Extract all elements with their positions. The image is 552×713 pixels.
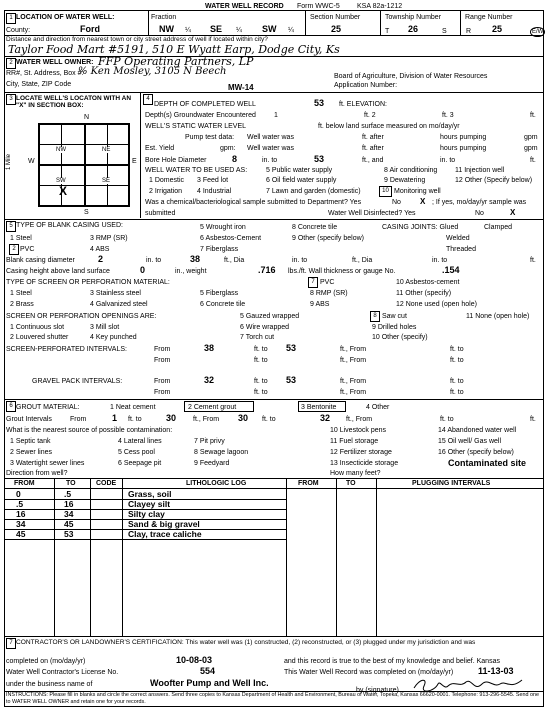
log-to: 34	[64, 509, 74, 519]
completed-label: completed on (mo/day/yr)	[6, 658, 86, 665]
business-label: under the business name of	[6, 681, 93, 688]
true-text: and this record is true to the best of my knowledge and belief. Kansas	[284, 658, 500, 665]
section-4-number: 4	[143, 94, 153, 105]
quarter-mark: ¼	[185, 27, 191, 34]
log-description: Grass, soil	[128, 489, 172, 499]
section-3-number: 3	[6, 94, 16, 105]
south-label: S	[84, 209, 89, 216]
log-from: .5	[16, 499, 24, 509]
gpi-to-label: ft. to	[254, 378, 268, 385]
log-description: Sand & big gravel	[128, 519, 200, 529]
disinfected-label: Water Well Disinfected? Yes	[328, 210, 416, 217]
nw-label: NW	[56, 147, 66, 153]
ft-after-1: ft. after	[362, 134, 384, 141]
form-title: WATER WELL RECORD	[205, 3, 284, 10]
bore-ft: ft.	[530, 157, 536, 164]
rr-value: % Ken Mosley, 3105 N Beech	[78, 66, 227, 77]
spi-ft-to-2: ft. to	[450, 357, 464, 364]
bore-value: 8	[232, 154, 238, 164]
open-mill[interactable]: 3 Mill slot	[90, 324, 120, 331]
spi-from-label-2: From	[154, 357, 171, 364]
submitted-label: submitted	[145, 210, 176, 217]
ksa-number: KSA 82a-1212	[357, 3, 403, 10]
gpi-ft-from: ft., From	[340, 378, 367, 385]
contam-septic[interactable]: 1 Septic tank	[10, 438, 51, 445]
contaminated-site: Contaminated site	[448, 458, 527, 468]
contam-insecticide[interactable]: 13 Insecticide storage	[330, 460, 399, 467]
yield-label: Est. Yield	[145, 145, 175, 152]
static-tail: ft. below land surface measured on mo/day/yr	[318, 123, 460, 130]
use-selected-box[interactable]: 10	[379, 186, 392, 197]
screen-rmp[interactable]: 8 RMP (SR)	[310, 290, 348, 297]
log-description: Clayey silt	[128, 499, 171, 509]
gpm-1: gpm	[524, 134, 538, 141]
rr-label: RR#, St. Address, Box #:	[6, 70, 84, 77]
threaded-label[interactable]: Threaded	[446, 246, 476, 253]
record-date: 11-13-03	[478, 666, 514, 676]
city-label: City, State, ZIP Code	[6, 81, 72, 88]
section-value: 25	[331, 24, 342, 34]
spi-to-label: ft. to	[254, 346, 268, 353]
casing-steel[interactable]: 1 Steel	[10, 235, 32, 242]
ne-label: NE	[102, 147, 111, 153]
screen-abs[interactable]: 9 ABS	[310, 301, 330, 308]
welded-label[interactable]: Welded	[446, 235, 470, 242]
r-label: R	[466, 28, 472, 35]
spi-label: SCREEN-PERFORATED INTERVALS:	[6, 346, 127, 353]
grout-f2: 30	[238, 413, 249, 423]
contam-watertight[interactable]: 3 Watertight sewer lines	[10, 460, 85, 467]
casing-abs[interactable]: 4 ABS	[90, 246, 110, 253]
spi-ft-to: ft. to	[450, 346, 464, 353]
pump-label: Pump test data:	[185, 134, 235, 141]
screen-gs[interactable]: 4 Galvanized steel	[90, 301, 148, 308]
use-lawn[interactable]: 7 Lawn and garden (domestic)	[266, 188, 361, 195]
license-label: Water Well Contractor's License No.	[6, 669, 119, 676]
gpi-ft-to: ft. to	[450, 378, 464, 385]
bore-ft-and: ft., and	[362, 157, 384, 164]
gpi-ft-from-2: ft., From	[340, 389, 367, 396]
log-from: 0	[16, 489, 21, 499]
depth-label: DEPTH OF COMPLETED WELL	[154, 101, 256, 108]
screen-brass[interactable]: 2 Brass	[10, 301, 34, 308]
dia-ft-2: ft., Dia	[352, 257, 373, 264]
log-to: 53	[64, 529, 74, 539]
owner-value: FFP Operating Partners, LP	[98, 55, 254, 68]
township-number-label: Township Number	[385, 14, 442, 21]
gpi-from-label: From	[154, 378, 171, 385]
instructions: INSTRUCTIONS: Please fill in blanks and circle the correct answers. Send three copies to Kansas Department of Health and Environment, Bureau of Water, Topeka, Kansas 66620-0001. Telephone: 913-296-5545. Send one to WATER WELL OWNER and retain one for your records.	[6, 692, 539, 705]
chem-tail: ; If yes, mo/day/yr sample was	[432, 199, 527, 206]
dia-ft-3: ft.	[530, 257, 536, 264]
quarter-3: SW	[262, 24, 277, 34]
open-wire[interactable]: 6 Wire wrapped	[240, 324, 290, 331]
gpm-3: gpm	[524, 145, 538, 152]
section-6-number: 6	[6, 401, 16, 412]
casing-pvc[interactable]: PVC	[20, 246, 35, 253]
screen-steel[interactable]: 1 Steel	[10, 290, 32, 297]
dia-in-to-3: in. to	[432, 257, 448, 264]
gpi-from: 32	[204, 375, 215, 385]
east-label: E	[132, 158, 137, 165]
application-label: Application Number:	[334, 82, 398, 89]
screen-other[interactable]: 11 Other (specify)	[396, 290, 452, 297]
gw-ft: ft.	[530, 112, 536, 119]
use-ac[interactable]: 8 Air conditioning	[384, 167, 438, 174]
contam-abandoned[interactable]: 14 Abandoned water well	[438, 427, 517, 434]
open-torch[interactable]: 7 Torch cut	[240, 334, 275, 341]
casing-fg[interactable]: 7 Fiberglass	[200, 246, 239, 253]
grout-cement[interactable]: 2 Cement grout	[188, 404, 237, 411]
screen-pvc[interactable]: PVC	[320, 279, 335, 286]
bore-to-value: 53	[314, 154, 325, 164]
hours-2: hours pumping	[440, 145, 487, 152]
contam-oilgas[interactable]: 15 Oil well/ Gas well	[438, 438, 502, 445]
direction-label: Direction from well?	[6, 470, 68, 477]
casing-label: TYPE OF BLANK CASING USED:	[16, 222, 123, 229]
plug-header-from: FROM	[298, 480, 319, 487]
s-label: S	[442, 28, 447, 35]
contam-sewer[interactable]: 2 Sewer lines	[10, 449, 53, 456]
use-label: WELL WATER TO BE USED AS:	[145, 167, 248, 174]
contam-lagoon[interactable]: 8 Sewage lagoon	[194, 449, 249, 456]
contam-feedyard[interactable]: 9 Feedyard	[194, 460, 230, 467]
log-from: 34	[16, 519, 26, 529]
lbs-label: lbs./ft. Wall thickness or gauge No.	[288, 268, 396, 275]
grout-neat[interactable]: 1 Neat cement	[110, 404, 156, 411]
west-label: W	[28, 158, 35, 165]
contam-livestock[interactable]: 10 Livestock pens	[330, 427, 387, 434]
height-value: 0	[140, 265, 146, 275]
gpi-from-label-2: From	[154, 389, 171, 396]
well-water-2: Well water was	[247, 145, 294, 152]
log-from: 16	[16, 509, 26, 519]
t-label: T	[385, 28, 390, 35]
location-label: LOCATION OF WATER WELL:	[16, 14, 115, 21]
contam-fuel[interactable]: 11 Fuel storage	[330, 438, 379, 445]
dia-ft: ft., Dia	[224, 257, 245, 264]
section-5-number: 5	[6, 221, 16, 232]
use-industrial[interactable]: 4 Industrial	[197, 188, 232, 195]
open-drilled[interactable]: 9 Drilled holes	[372, 324, 417, 331]
use-dewatering[interactable]: 9 Dewatering	[384, 177, 426, 184]
use-domestic[interactable]: 1 Domestic	[149, 177, 185, 184]
open-saw[interactable]: Saw cut	[382, 313, 407, 320]
open-none[interactable]: 11 None (open hole)	[466, 313, 530, 320]
clamped-label[interactable]: Clamped	[484, 224, 513, 231]
contam-cess[interactable]: 5 Cess pool	[118, 449, 155, 456]
gpi-to: 53	[286, 375, 297, 385]
grout-ft-to-3: ft. to	[440, 416, 454, 423]
section-7-number: 7	[6, 638, 16, 649]
gpi-ft-to-2: ft. to	[450, 389, 464, 396]
dia-value: 2	[98, 254, 104, 264]
use-other[interactable]: 12 Other (Specify below)	[455, 177, 533, 184]
grout-from-label: From	[70, 416, 87, 423]
open-key[interactable]: 4 Key punched	[90, 334, 137, 341]
gauge-value: .154	[442, 265, 460, 275]
casing-rmp[interactable]: 3 RMP (SR)	[90, 235, 128, 242]
dis-x: X	[510, 208, 516, 217]
contam-other[interactable]: 16 Other (specify below)	[438, 449, 514, 456]
county-label: County:	[6, 27, 31, 34]
height-label: Casing height above land surface	[6, 268, 110, 275]
grout-label: GROUT MATERIAL:	[16, 404, 80, 411]
distance-label: Distance and direction from nearest town or city street address of well if located within city?	[6, 36, 268, 43]
screen-ac[interactable]: 10 Asbestos-cement	[396, 279, 460, 286]
chem-label: Was a chemical/bacteriological sample submitted to Department? Yes	[145, 199, 362, 206]
ft-after-2: ft. after	[362, 145, 384, 152]
casing-wi[interactable]: 5 Wrought iron	[200, 224, 246, 231]
screen-none[interactable]: 12 None used (open hole)	[396, 301, 477, 308]
board-label: Board of Agriculture, Division of Water Resources	[334, 73, 488, 80]
form-number: Form WWC-5	[297, 3, 340, 10]
use-oilfield[interactable]: 6 Oil field water supply	[266, 177, 337, 184]
spi-from: 38	[204, 343, 215, 353]
how-many-feet: How many feet?	[330, 470, 381, 477]
open-continuous[interactable]: 1 Continuous slot	[10, 324, 65, 331]
grout-t1: 30	[166, 413, 177, 423]
contam-lateral[interactable]: 4 Lateral lines	[118, 438, 162, 445]
distance-value: Taylor Food Mart #5191, 510 E Wyatt Earp, Dodge City, Ks	[8, 43, 340, 56]
use-injection[interactable]: 11 Injection well	[455, 167, 505, 174]
casing-ct[interactable]: 8 Concrete tile	[292, 224, 338, 231]
use-monitoring[interactable]: Monitoring well	[394, 188, 441, 195]
spi-to: 53	[286, 343, 297, 353]
grout-ft-to: ft. to	[128, 416, 142, 423]
section-1-number: 1	[6, 13, 16, 24]
bore-label: Bore Hole Diameter	[145, 157, 207, 164]
se-label: SE	[102, 178, 111, 184]
grout-int-label: Grout Intervals	[6, 416, 52, 423]
log-header-from: FROM	[14, 480, 35, 487]
hours-1: hours pumping	[440, 134, 487, 141]
fraction-label: Fraction	[151, 14, 177, 21]
casing-other[interactable]: 9 Other (specify below)	[292, 235, 364, 242]
log-to: 45	[64, 519, 74, 529]
dia-label: Blank casing diameter	[6, 257, 75, 264]
casing-pvc-box[interactable]: 2	[9, 244, 19, 255]
gw-1: 1	[274, 112, 278, 119]
north-label: N	[84, 114, 90, 121]
sw-label: SW	[56, 178, 66, 184]
screen-fg[interactable]: 5 Fiberglass	[200, 290, 239, 297]
county-value: Ford	[80, 24, 100, 34]
weight-label: in., weight	[175, 268, 207, 275]
grout-t2: 32	[320, 413, 331, 423]
location-x-mark: X	[59, 184, 68, 198]
screen-label: TYPE OF SCREEN OR PERFORATION MATERIAL:	[6, 279, 170, 286]
dia-in-to-2: in. to	[292, 257, 308, 264]
mw-label: MW-14	[228, 83, 254, 92]
gw-2: ft. 2	[364, 112, 376, 119]
business-name: Woofter Pump and Well Inc.	[150, 678, 269, 688]
weight-value: .716	[258, 265, 276, 275]
dia-to-value: 38	[190, 254, 201, 264]
use-irrigation[interactable]: 2 Irrigation	[149, 188, 183, 195]
grout-ft: ft.	[530, 416, 536, 423]
spi-ft-from: ft., From	[340, 346, 367, 353]
source-label: What is the nearest source of possible contamination:	[6, 427, 173, 434]
contam-pit[interactable]: 7 Pit privy	[194, 438, 225, 445]
locate-label: LOCATE WELL'S LOCATON WITH AN "X" IN SECTION BOX:	[16, 95, 132, 110]
openings-label: SCREEN OR PERFORATION OPENINGS ARE:	[6, 313, 157, 320]
gw-3: ft. 3	[442, 112, 454, 119]
completed-date: 10-08-03	[176, 655, 213, 665]
chem-no: No	[392, 199, 401, 206]
gpi-label: GRAVEL PACK INTERVALS:	[32, 378, 123, 385]
log-description: Clay, trace caliche	[128, 529, 202, 539]
screen-ss[interactable]: 3 Stainless steel	[90, 290, 141, 297]
log-row-line	[4, 539, 286, 540]
section-2-number: 2	[6, 58, 16, 69]
quarter-mark: ¼	[288, 27, 294, 34]
spi-from-label: From	[154, 346, 171, 353]
screen-pvc-box[interactable]: 7	[308, 277, 318, 288]
spi-to-label-2: ft. to	[254, 357, 268, 364]
ew-circle: E/W	[532, 29, 544, 35]
grout-bentonite[interactable]: 3 Bentonite	[301, 404, 337, 411]
contam-seepage[interactable]: 6 Seepage pit	[118, 460, 162, 467]
quarter-mark: ¼	[236, 27, 242, 34]
open-other[interactable]: 10 Other (specify)	[372, 334, 428, 341]
mile-label: 1 Mile	[6, 153, 12, 170]
open-louvered[interactable]: 2 Louvered shutter	[10, 334, 69, 341]
owner-label: WATER WELL OWNER:	[16, 59, 94, 66]
use-public[interactable]: 5 Public water supply	[266, 167, 333, 174]
chem-x: X	[420, 197, 426, 206]
open-gauzed[interactable]: 5 Gauzed wrapped	[240, 313, 300, 320]
township-value: 26	[408, 24, 419, 34]
grout-other[interactable]: 4 Other	[366, 404, 390, 411]
license-value: 554	[200, 666, 216, 676]
range-number-label: Range Number	[465, 14, 513, 21]
section-number-label: Section Number	[310, 14, 361, 21]
contam-fertilizer[interactable]: 12 Fertilizer storage	[330, 449, 392, 456]
grout-f1: 1	[112, 413, 118, 423]
groundwater-label: Depth(s) Groundwater Encountered	[145, 112, 256, 119]
quarter-2: SE	[210, 24, 223, 34]
bore-in-to: in. to	[262, 157, 278, 164]
grout-ft-from: ft., From	[193, 416, 220, 423]
joints-label: CASING JOINTS: Glued	[382, 224, 459, 231]
quarter-1: NW	[159, 24, 174, 34]
log-to: .5	[64, 489, 72, 499]
certification-label: CONTRACTOR'S OR LANDOWNER'S CERTIFICATION: This water well was (1) constructed, (2) reconstructed, or (3) plugged under my jurisdiction and was	[16, 639, 476, 646]
log-from: 45	[16, 529, 26, 539]
gpm-2: gpm:	[220, 145, 236, 152]
spi-ft-from-2: ft., From	[340, 357, 367, 364]
grout-ft-from-2: ft., From	[346, 416, 373, 423]
range-value: 25	[492, 24, 503, 34]
open-saw-box[interactable]: 8	[370, 311, 380, 322]
use-feedlot[interactable]: 3 Feed lot	[197, 177, 229, 184]
dis-no: No	[475, 210, 484, 217]
dia-in-to: in. to	[146, 257, 162, 264]
record-label: This Water Well Record was completed on (mo/day/yr)	[284, 669, 454, 676]
casing-ac[interactable]: 6 Asbestos-Cement	[200, 235, 262, 242]
log-header-to: TO	[66, 480, 76, 487]
plug-header-to: TO	[346, 480, 356, 487]
gpi-to-label-2: ft. to	[254, 389, 268, 396]
plug-header-intervals: PLUGGING INTERVALS	[412, 480, 491, 487]
grout-ft-to-2: ft. to	[262, 416, 276, 423]
well-water-1: Well water was	[247, 134, 294, 141]
log-description: Silty clay	[128, 509, 165, 519]
elevation-label: ft. ELEVATION:	[339, 101, 387, 108]
static-label: WELL'S STATIC WATER LEVEL	[145, 123, 247, 130]
log-header-litho: LITHOLOGIC LOG	[186, 480, 247, 487]
bore-in-to-2: in. to	[440, 157, 456, 164]
log-to: 16	[64, 499, 74, 509]
screen-ct[interactable]: 6 Concrete tile	[200, 301, 246, 308]
log-header-code: CODE	[96, 480, 117, 487]
depth-value: 53	[314, 98, 325, 108]
